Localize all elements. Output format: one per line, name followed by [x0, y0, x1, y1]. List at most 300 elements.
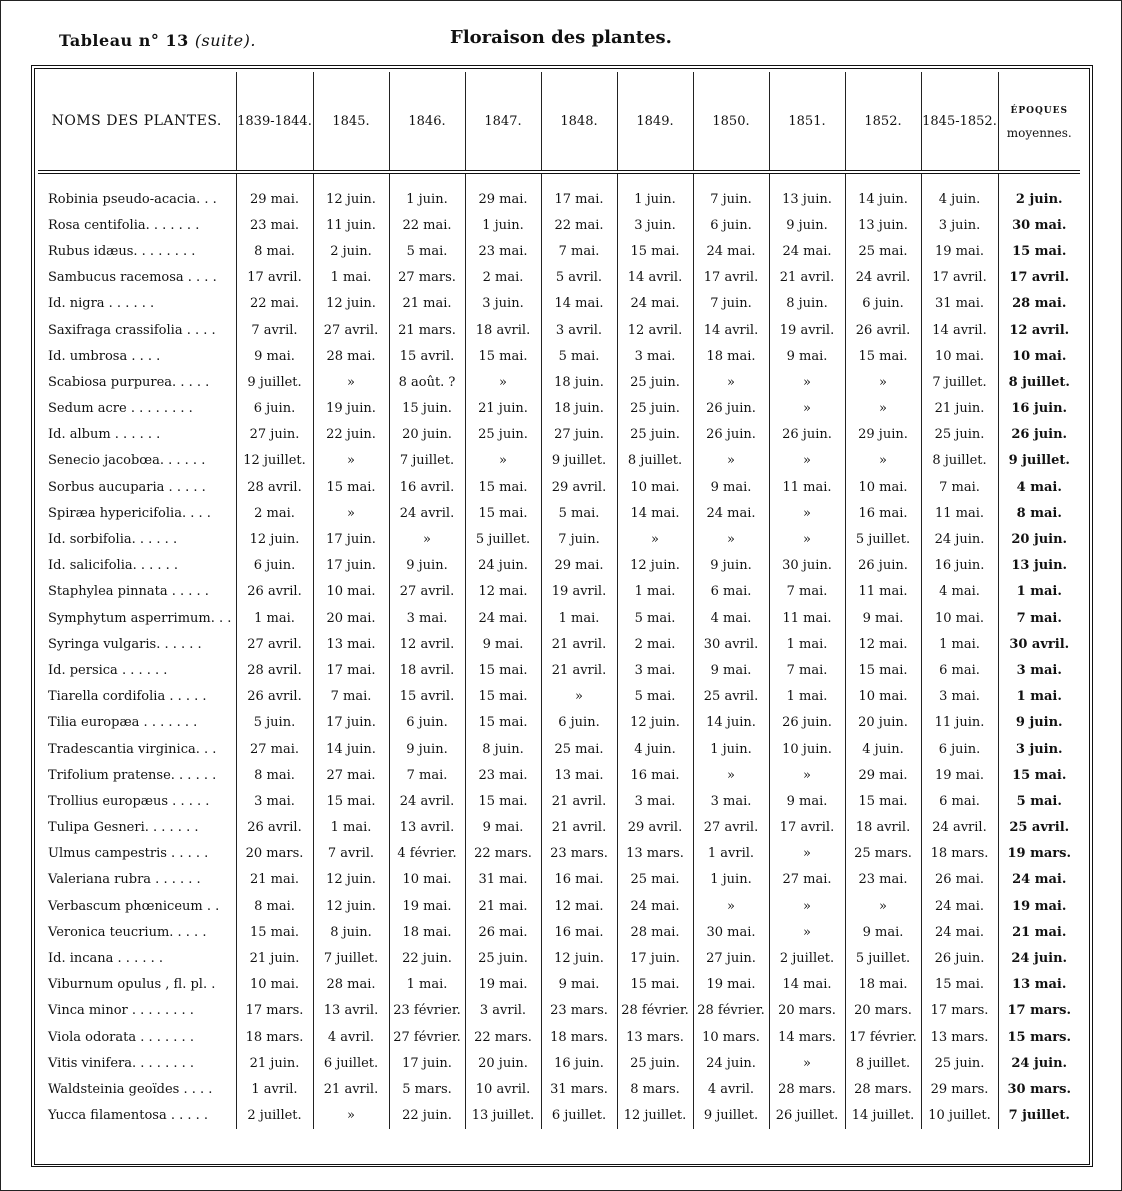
cell-mean-epoch: 20 juin.	[998, 526, 1080, 552]
cell-1847: 5 juillet.	[465, 526, 541, 552]
cell-1851: 26 juillet.	[769, 1103, 845, 1129]
cell-1846: 8 août. ?	[389, 369, 465, 395]
cell-1849: 13 mars.	[617, 841, 693, 867]
cell-1845-1852: 17 mars.	[921, 998, 998, 1024]
col-header-1852: 1852.	[845, 72, 921, 172]
cell-1848: 18 mars.	[541, 1024, 617, 1050]
table-row	[38, 736, 1080, 762]
cell-1845-1852: 25 juin.	[921, 422, 998, 448]
table-row	[38, 945, 1080, 971]
cell-1849: 1 juin.	[617, 172, 693, 212]
cell-1850: 26 juin.	[693, 396, 769, 422]
cell-1848: 9 juillet.	[541, 448, 617, 474]
cell-1848: 21 avril.	[541, 657, 617, 683]
cell-1839-1844: 21 mai.	[236, 867, 313, 893]
table-row	[38, 553, 1080, 579]
cell-1839-1844: 17 mars.	[236, 998, 313, 1024]
cell-1850: »	[693, 526, 769, 552]
cell-1845-1852: 24 juin.	[921, 526, 998, 552]
cell-1848: 7 mai.	[541, 238, 617, 264]
cell-1839-1844: 1 mai.	[236, 605, 313, 631]
cell-1847: 22 mars.	[465, 841, 541, 867]
cell-1848: 1 mai.	[541, 605, 617, 631]
cell-1845: 1 mai.	[313, 265, 389, 291]
cell-1839-1844: 21 juin.	[236, 945, 313, 971]
cell-1847: 3 avril.	[465, 998, 541, 1024]
cell-1846: 13 avril.	[389, 815, 465, 841]
cell-1848: 27 juin.	[541, 422, 617, 448]
cell-1851: 28 mars.	[769, 1076, 845, 1102]
cell-1845: »	[313, 448, 389, 474]
cell-1851: 24 mai.	[769, 238, 845, 264]
cell-1851: 13 juin.	[769, 172, 845, 212]
cell-plant-name: Symphytum asperrimum. . .	[48, 610, 232, 626]
cell-1849: 13 mars.	[617, 1024, 693, 1050]
cell-1851: »	[769, 448, 845, 474]
cell-1851: 1 mai.	[769, 684, 845, 710]
cell-1846: 9 juin.	[389, 736, 465, 762]
cell-1846: 1 juin.	[389, 172, 465, 212]
cell-1839-1844: 12 juin.	[236, 526, 313, 552]
cell-1839-1844: 8 mai.	[236, 762, 313, 788]
cell-1847: 23 mai.	[465, 762, 541, 788]
cell-1846: 24 avril.	[389, 500, 465, 526]
cell-1846: 17 juin.	[389, 1050, 465, 1076]
cell-1848: 13 mai.	[541, 762, 617, 788]
cell-plant-name: Tulipa Gesneri. . . . . . .	[48, 820, 199, 836]
cell-1839-1844: 18 mars.	[236, 1024, 313, 1050]
cell-1852: 16 mai.	[845, 500, 921, 526]
cell-1852: 18 mai.	[845, 972, 921, 998]
cell-1852: 25 mai.	[845, 238, 921, 264]
cell-1847: 20 juin.	[465, 1050, 541, 1076]
cell-plant-name: Id. nigra . . . . . .	[48, 296, 155, 312]
cell-1839-1844: 27 avril.	[236, 631, 313, 657]
cell-1846: 22 juin.	[389, 945, 465, 971]
cell-plant-name: Syringa vulgaris. . . . . .	[48, 636, 202, 652]
cell-1846: 15 juin.	[389, 396, 465, 422]
cell-1851: 26 juin.	[769, 710, 845, 736]
cell-1846: 6 juin.	[389, 710, 465, 736]
cell-1845-1852: 14 avril.	[921, 317, 998, 343]
cell-1846: »	[389, 526, 465, 552]
table-row	[38, 815, 1080, 841]
cell-1848: 21 avril.	[541, 815, 617, 841]
cell-1851: 9 mai.	[769, 788, 845, 814]
cell-1847: 18 avril.	[465, 317, 541, 343]
cell-mean-epoch: 12 avril.	[998, 317, 1080, 343]
cell-1846: 23 février.	[389, 998, 465, 1024]
cell-1845-1852: 29 mars.	[921, 1076, 998, 1102]
cell-1846: 24 avril.	[389, 788, 465, 814]
cell-1848: 17 mai.	[541, 172, 617, 212]
cell-1845: 2 juin.	[313, 238, 389, 264]
cell-1848: 6 juin.	[541, 710, 617, 736]
cell-1839-1844: 29 mai.	[236, 172, 313, 212]
cell-1850: 3 mai.	[693, 788, 769, 814]
cell-1848: 21 avril.	[541, 788, 617, 814]
cell-1851: 2 juillet.	[769, 945, 845, 971]
cell-mean-epoch: 17 mars.	[998, 998, 1080, 1024]
col-header-1847: 1847.	[465, 72, 541, 172]
cell-1852: 4 juin.	[845, 736, 921, 762]
cell-1845: 14 juin.	[313, 736, 389, 762]
cell-1839-1844: 27 juin.	[236, 422, 313, 448]
cell-plant-name: Tiarella cordifolia . . . . .	[48, 689, 207, 705]
cell-1850: »	[693, 369, 769, 395]
cell-1846: 18 mai.	[389, 919, 465, 945]
table-row	[38, 605, 1080, 631]
cell-1850: 18 mai.	[693, 343, 769, 369]
cell-1850: 7 juin.	[693, 291, 769, 317]
cell-1849: 12 juin.	[617, 553, 693, 579]
cell-1848: 16 mai.	[541, 867, 617, 893]
cell-1845: 7 avril.	[313, 841, 389, 867]
cell-1852: 8 juillet.	[845, 1050, 921, 1076]
table-row	[38, 212, 1080, 238]
flowering-table	[38, 72, 1080, 1129]
cell-1846: 12 avril.	[389, 631, 465, 657]
table-row	[38, 422, 1080, 448]
cell-1847: 24 juin.	[465, 553, 541, 579]
cell-1847: 25 juin.	[465, 945, 541, 971]
cell-1847: »	[465, 448, 541, 474]
cell-plant-name: Sedum acre . . . . . . . .	[48, 401, 193, 417]
cell-1847: 15 mai.	[465, 684, 541, 710]
cell-1839-1844: 2 mai.	[236, 500, 313, 526]
cell-1852: 14 juin.	[845, 172, 921, 212]
cell-1851: »	[769, 841, 845, 867]
cell-1852: 17 février.	[845, 1024, 921, 1050]
cell-1846: 5 mars.	[389, 1076, 465, 1102]
table-row	[38, 474, 1080, 500]
cell-1848: »	[541, 684, 617, 710]
cell-1850: 14 juin.	[693, 710, 769, 736]
cell-1839-1844: 28 avril.	[236, 657, 313, 683]
cell-1850: 19 mai.	[693, 972, 769, 998]
cell-1845: 17 juin.	[313, 526, 389, 552]
cell-1847: 21 juin.	[465, 396, 541, 422]
cell-1846: 20 juin.	[389, 422, 465, 448]
cell-plant-name: Vinca minor . . . . . . . .	[48, 1003, 194, 1019]
cell-mean-epoch: 8 juillet.	[998, 369, 1080, 395]
cell-1845: 19 juin.	[313, 396, 389, 422]
cell-1845-1852: 8 juillet.	[921, 448, 998, 474]
cell-1849: 15 mai.	[617, 238, 693, 264]
cell-plant-name: Id. incana . . . . . .	[48, 951, 163, 967]
cell-1852: »	[845, 396, 921, 422]
cell-1845: 27 mai.	[313, 762, 389, 788]
table-row	[38, 1050, 1080, 1076]
cell-1849: 28 février.	[617, 998, 693, 1024]
cell-1852: 18 avril.	[845, 815, 921, 841]
table-row	[38, 762, 1080, 788]
cell-1845: 7 juillet.	[313, 945, 389, 971]
cell-1851: »	[769, 762, 845, 788]
cell-1851: »	[769, 396, 845, 422]
cell-1849: 12 juillet.	[617, 1103, 693, 1129]
cell-1839-1844: 27 mai.	[236, 736, 313, 762]
cell-1850: 7 juin.	[693, 172, 769, 212]
table-row	[38, 893, 1080, 919]
cell-mean-epoch: 30 mai.	[998, 212, 1080, 238]
cell-1849: 25 juin.	[617, 1050, 693, 1076]
cell-1850: »	[693, 762, 769, 788]
cell-1839-1844: 26 avril.	[236, 579, 313, 605]
cell-1848: 22 mai.	[541, 212, 617, 238]
cell-1851: »	[769, 919, 845, 945]
cell-1852: 26 avril.	[845, 317, 921, 343]
cell-1851: »	[769, 893, 845, 919]
cell-1848: 18 juin.	[541, 396, 617, 422]
cell-1847: 15 mai.	[465, 474, 541, 500]
cell-1848: 5 mai.	[541, 343, 617, 369]
cell-plant-name: Rubus idæus. . . . . . . .	[48, 243, 196, 259]
table-row	[38, 343, 1080, 369]
cell-1852: 15 mai.	[845, 343, 921, 369]
cell-1845: 17 juin.	[313, 553, 389, 579]
cell-mean-epoch: 25 avril.	[998, 815, 1080, 841]
cell-1845: 1 mai.	[313, 815, 389, 841]
table-row	[38, 631, 1080, 657]
cell-plant-name: Yucca filamentosa . . . . .	[48, 1108, 209, 1124]
cell-1847: 9 mai.	[465, 631, 541, 657]
cell-1852: 10 mai.	[845, 684, 921, 710]
cell-1849: 24 mai.	[617, 291, 693, 317]
cell-1847: 15 mai.	[465, 657, 541, 683]
cell-1846: 9 juin.	[389, 553, 465, 579]
cell-1845-1852: 1 mai.	[921, 631, 998, 657]
cell-1850: 9 mai.	[693, 657, 769, 683]
cell-1850: 6 mai.	[693, 579, 769, 605]
cell-1848: 25 mai.	[541, 736, 617, 762]
cell-1851: 21 avril.	[769, 265, 845, 291]
moyennes-label: moyennes.	[1006, 126, 1072, 140]
cell-1845: 13 mai.	[313, 631, 389, 657]
cell-1849: 25 juin.	[617, 369, 693, 395]
cell-1847: 22 mars.	[465, 1024, 541, 1050]
cell-1852: »	[845, 448, 921, 474]
table-row	[38, 172, 1080, 212]
cell-1850: 9 mai.	[693, 474, 769, 500]
cell-1839-1844: 26 avril.	[236, 684, 313, 710]
cell-1851: 7 mai.	[769, 579, 845, 605]
cell-plant-name: Ulmus campestris . . . . .	[48, 846, 209, 862]
cell-1839-1844: 2 juillet.	[236, 1103, 313, 1129]
cell-1851: 9 mai.	[769, 343, 845, 369]
col-header-epoques-moyennes	[998, 72, 1080, 172]
table-row	[38, 867, 1080, 893]
cell-1846: 15 avril.	[389, 684, 465, 710]
cell-1845-1852: 21 juin.	[921, 396, 998, 422]
cell-1852: 26 juin.	[845, 553, 921, 579]
col-header-1850: 1850.	[693, 72, 769, 172]
cell-1847: 13 juillet.	[465, 1103, 541, 1129]
cell-1847: 15 mai.	[465, 343, 541, 369]
cell-1839-1844: 28 avril.	[236, 474, 313, 500]
cell-1851: 9 juin.	[769, 212, 845, 238]
cell-1848: 12 mai.	[541, 893, 617, 919]
cell-1851: 11 mai.	[769, 474, 845, 500]
cell-1845-1852: 7 mai.	[921, 474, 998, 500]
cell-1852: 20 juin.	[845, 710, 921, 736]
col-header-1845: 1845.	[313, 72, 389, 172]
cell-mean-epoch: 10 mai.	[998, 343, 1080, 369]
cell-plant-name: Vitis vinifera. . . . . . . .	[48, 1055, 194, 1071]
table-row	[38, 657, 1080, 683]
cell-1845-1852: 10 mai.	[921, 343, 998, 369]
cell-plant-name: Spiræa hypericifolia. . . .	[48, 505, 211, 521]
cell-mean-epoch: 4 mai.	[998, 474, 1080, 500]
cell-plant-name: Staphylea pinnata . . . . .	[48, 584, 209, 600]
table-row	[38, 1076, 1080, 1102]
cell-1849: 5 mai.	[617, 684, 693, 710]
cell-plant-name: Trollius europæus . . . . .	[48, 793, 210, 809]
cell-1852: 10 mai.	[845, 474, 921, 500]
cell-1839-1844: 23 mai.	[236, 212, 313, 238]
cell-plant-name: Id. sorbifolia. . . . . .	[48, 532, 178, 548]
table-suite: (suite).	[194, 31, 256, 50]
cell-1847: 9 mai.	[465, 815, 541, 841]
cell-mean-epoch: 13 juin.	[998, 553, 1080, 579]
cell-plant-name: Waldsteinia geoïdes . . . .	[48, 1081, 213, 1097]
cell-1850: 1 juin.	[693, 867, 769, 893]
cell-1849: 1 mai.	[617, 579, 693, 605]
cell-1839-1844: 5 juin.	[236, 710, 313, 736]
cell-1852: 14 juillet.	[845, 1103, 921, 1129]
cell-1851: »	[769, 526, 845, 552]
cell-mean-epoch: 30 avril.	[998, 631, 1080, 657]
cell-1852: 15 mai.	[845, 788, 921, 814]
cell-plant-name: Senecio jacobœa. . . . . .	[48, 453, 206, 469]
col-header-1845-1852: 1845-1852.	[921, 72, 998, 172]
cell-1839-1844: 3 mai.	[236, 788, 313, 814]
cell-plant-name: Trifolium pratense. . . . . .	[48, 767, 217, 783]
cell-1849: 10 mai.	[617, 474, 693, 500]
cell-1847: 3 juin.	[465, 291, 541, 317]
cell-1852: 29 juin.	[845, 422, 921, 448]
cell-1845-1852: 3 mai.	[921, 684, 998, 710]
cell-1839-1844: 8 mai.	[236, 238, 313, 264]
cell-1839-1844: 10 mai.	[236, 972, 313, 998]
cell-1839-1844: 21 juin.	[236, 1050, 313, 1076]
cell-1839-1844: 6 juin.	[236, 396, 313, 422]
cell-mean-epoch: 7 mai.	[998, 605, 1080, 631]
cell-1845: »	[313, 1103, 389, 1129]
table-row	[38, 710, 1080, 736]
cell-1849: 24 mai.	[617, 893, 693, 919]
cell-1849: 3 mai.	[617, 343, 693, 369]
col-header-1851: 1851.	[769, 72, 845, 172]
cell-1839-1844: 6 juin.	[236, 553, 313, 579]
cell-1849: 15 mai.	[617, 972, 693, 998]
cell-1845-1852: 24 avril.	[921, 815, 998, 841]
cell-1839-1844: 17 avril.	[236, 265, 313, 291]
col-header-1848: 1848.	[541, 72, 617, 172]
cell-1847: »	[465, 369, 541, 395]
cell-1845-1852: 6 juin.	[921, 736, 998, 762]
cell-1845-1852: 24 mai.	[921, 893, 998, 919]
cell-1852: 5 juillet.	[845, 526, 921, 552]
cell-1845-1852: 13 mars.	[921, 1024, 998, 1050]
table-row	[38, 500, 1080, 526]
cell-1848: 5 mai.	[541, 500, 617, 526]
col-header-plant-names: NOMS DES PLANTES.	[38, 72, 236, 172]
cell-1846: 18 avril.	[389, 657, 465, 683]
cell-1845-1852: 10 juillet.	[921, 1103, 998, 1129]
cell-1845: 21 avril.	[313, 1076, 389, 1102]
cell-1845-1852: 6 mai.	[921, 657, 998, 683]
cell-plant-name: Id. salicifolia. . . . . .	[48, 558, 179, 574]
table-row	[38, 788, 1080, 814]
cell-1846: 21 mars.	[389, 317, 465, 343]
table-row	[38, 972, 1080, 998]
cell-1851: »	[769, 500, 845, 526]
cell-1847: 21 mai.	[465, 893, 541, 919]
cell-1849: 3 mai.	[617, 788, 693, 814]
cell-1839-1844: 15 mai.	[236, 919, 313, 945]
cell-1852: 24 avril.	[845, 265, 921, 291]
cell-1849: 5 mai.	[617, 605, 693, 631]
cell-1850: 1 avril.	[693, 841, 769, 867]
cell-mean-epoch: 30 mars.	[998, 1076, 1080, 1102]
cell-1848: 18 juin.	[541, 369, 617, 395]
cell-1848: 31 mars.	[541, 1076, 617, 1102]
cell-1852: 25 mars.	[845, 841, 921, 867]
cell-1847: 1 juin.	[465, 212, 541, 238]
cell-1849: 16 mai.	[617, 762, 693, 788]
cell-1845: 13 avril.	[313, 998, 389, 1024]
cell-1846: 1 mai.	[389, 972, 465, 998]
cell-plant-name: Scabiosa purpurea. . . . .	[48, 374, 210, 390]
col-header-1839-1844: 1839-1844.	[236, 72, 313, 172]
cell-1848: 21 avril.	[541, 631, 617, 657]
cell-1847: 25 juin.	[465, 422, 541, 448]
cell-1845-1852: 26 mai.	[921, 867, 998, 893]
cell-1849: 12 juin.	[617, 710, 693, 736]
cell-1847: 23 mai.	[465, 238, 541, 264]
cell-1849: 29 avril.	[617, 815, 693, 841]
cell-1846: 27 avril.	[389, 579, 465, 605]
cell-1850: 24 mai.	[693, 238, 769, 264]
cell-1851: 27 mai.	[769, 867, 845, 893]
table-row	[38, 238, 1080, 264]
cell-mean-epoch: 24 juin.	[998, 1050, 1080, 1076]
cell-1845: »	[313, 369, 389, 395]
cell-1849: 3 juin.	[617, 212, 693, 238]
cell-1845-1852: 11 mai.	[921, 500, 998, 526]
cell-1851: 1 mai.	[769, 631, 845, 657]
cell-mean-epoch: 1 mai.	[998, 579, 1080, 605]
cell-1845: 10 mai.	[313, 579, 389, 605]
cell-1850: 9 juin.	[693, 553, 769, 579]
cell-1845: 17 juin.	[313, 710, 389, 736]
cell-1845-1852: 31 mai.	[921, 291, 998, 317]
cell-1852: 9 mai.	[845, 919, 921, 945]
cell-1850: 4 avril.	[693, 1076, 769, 1102]
cell-1848: 9 mai.	[541, 972, 617, 998]
cell-1850: 30 avril.	[693, 631, 769, 657]
cell-1848: 12 juin.	[541, 945, 617, 971]
cell-1846: 22 mai.	[389, 212, 465, 238]
cell-mean-epoch: 7 juillet.	[998, 1103, 1080, 1129]
cell-1848: 6 juillet.	[541, 1103, 617, 1129]
cell-mean-epoch: 26 juin.	[998, 422, 1080, 448]
cell-1851: 14 mars.	[769, 1024, 845, 1050]
cell-1845-1852: 26 juin.	[921, 945, 998, 971]
cell-1846: 3 mai.	[389, 605, 465, 631]
cell-1846: 27 mars.	[389, 265, 465, 291]
